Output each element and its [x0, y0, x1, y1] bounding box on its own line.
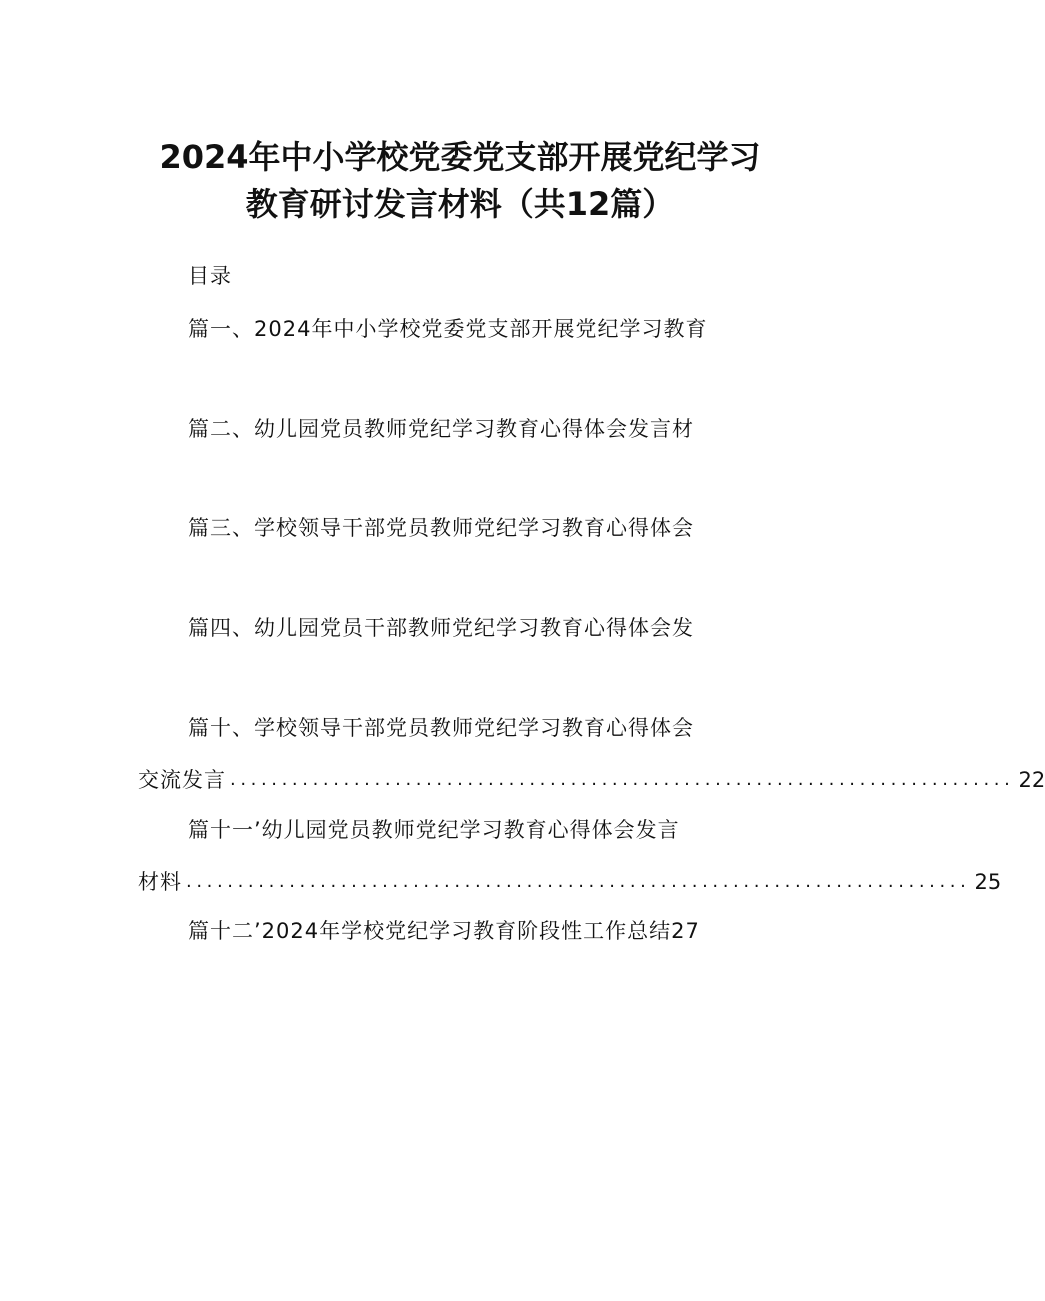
toc-entry-1: 篇一、2024年中小学校党委党支部开展党纪学习教育 [188, 317, 708, 341]
document-title-line-2: 教育研讨发言材料（共12篇） [245, 185, 675, 223]
dot-leader: ............................................................................ [230, 769, 1015, 790]
toc-entry-10-page: 22 [1018, 768, 1045, 792]
toc-entry-11-continuation [138, 868, 1002, 896]
toc-entry-11-label: 材料 [138, 870, 182, 894]
toc-entry-11-page: 25 [974, 870, 1002, 894]
dot-leader: ............................................................................ [186, 871, 971, 892]
toc-entry-4: 篇四、幼儿园党员干部教师党纪学习教育心得体会发 [188, 616, 694, 640]
toc-entry-10-continuation [138, 766, 1045, 794]
document-title-line-1: 2024年中小学校党委党支部开展党纪学习 [159, 138, 761, 176]
toc-entry-11: 篇十一’幼儿园党员教师党纪学习教育心得体会发言 [188, 818, 680, 842]
toc-entry-10: 篇十、学校领导干部党员教师党纪学习教育心得体会 [188, 716, 694, 740]
toc-entry-3: 篇三、学校领导干部党员教师党纪学习教育心得体会 [188, 516, 694, 540]
toc-heading: 目录 [188, 264, 232, 288]
toc-entry-2: 篇二、幼儿园党员教师党纪学习教育心得体会发言材 [188, 417, 694, 441]
toc-entry-10-label: 交流发言 [138, 768, 226, 792]
toc-entry-12: 篇十二’2024年学校党纪学习教育阶段性工作总结27 [188, 919, 700, 943]
